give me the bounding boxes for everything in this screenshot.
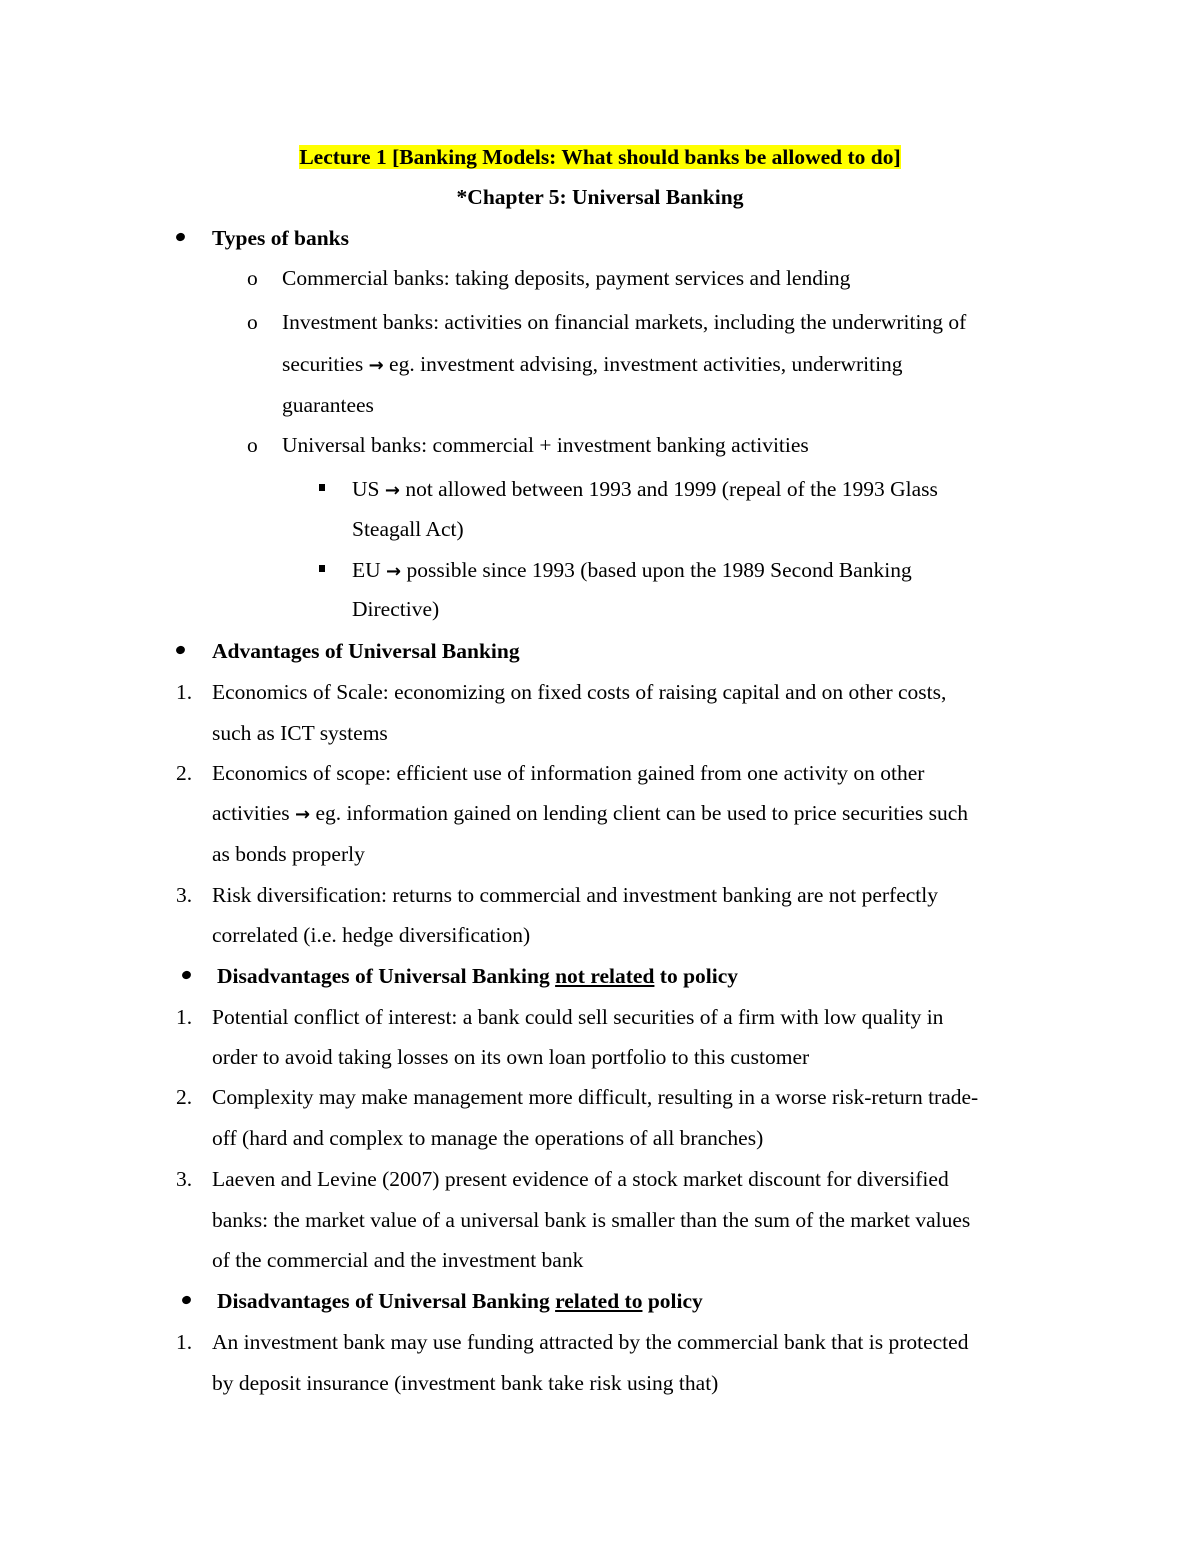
bullet-disc-icon (175, 645, 186, 656)
disadvantage-item-3: Laeven and Levine (2007) present evidence of a stock market discount for diversified (212, 1167, 949, 1191)
list-item-eu-cont: Directive) (352, 597, 440, 621)
section-heading-types: Types of banks (212, 226, 350, 250)
section-heading-disadvantages-related (217, 1287, 703, 1315)
list-number: 1. (176, 680, 193, 704)
heading-underlined: related to (555, 1289, 643, 1313)
list-item-eu (352, 556, 912, 586)
text-eu-detail: possible since 1993 (based upon the 1989 Second Banking (406, 558, 912, 582)
arrow-right-icon: → (386, 561, 402, 582)
disadvantage-item-3-cont: of the commercial and the investment bank (212, 1248, 584, 1272)
heading-text: policy (642, 1289, 703, 1313)
text-eu: EU (352, 558, 381, 582)
disadvantage-item-3-cont: banks: the market value of a universal bank is smaller than the sum of the market values (212, 1208, 971, 1232)
advantage-item-3: Risk diversification: returns to commercial and investment banking are not perfectly (212, 883, 939, 907)
policy-disadvantage-item-1: An investment bank may use funding attracted by the commercial bank that is protected (212, 1330, 969, 1354)
chapter-subtitle: *Chapter 5: Universal Banking (456, 185, 744, 209)
sub-bullet-marker: o (247, 266, 258, 290)
square-bullet-icon (319, 484, 325, 491)
advantage-item-3-cont: correlated (i.e. hedge diversification) (212, 923, 531, 947)
arrow-right-icon: → (384, 480, 400, 501)
title-highlight: Lecture 1 [Banking Models: What should banks be allowed to do] (299, 145, 901, 169)
text-scope-example: eg. information gained on lending client can be used to price securities such (315, 801, 969, 825)
heading-text: to policy (654, 964, 739, 988)
advantage-item-1: Economics of Scale: economizing on fixed costs of raising capital and on other costs, (212, 680, 947, 704)
list-number: 2. (176, 761, 193, 785)
list-number: 3. (176, 1167, 193, 1191)
list-item-us (352, 475, 938, 505)
policy-disadvantage-item-1-cont: by deposit insurance (investment bank take risk using that) (212, 1371, 719, 1395)
text-securities: securities (282, 352, 364, 376)
list-item-investment-cont (282, 350, 903, 380)
list-item-us-cont: Steagall Act) (352, 517, 464, 541)
bullet-disc-icon (181, 1295, 192, 1306)
heading-text: Disadvantages of Universal Banking (217, 964, 556, 988)
arrow-right-icon: → (295, 804, 311, 825)
list-number: 1. (176, 1330, 193, 1354)
disadvantage-item-1: Potential conflict of interest: a bank could sell securities of a firm with low quality in (212, 1005, 944, 1029)
text-us-detail: not allowed between 1993 and 1999 (repeal of the 1993 Glass (405, 477, 938, 501)
text-investment-examples: eg. investment advising, investment activities, underwriting (389, 352, 903, 376)
section-heading-advantages: Advantages of Universal Banking (212, 639, 520, 663)
list-item-universal: Universal banks: commercial + investment banking activities (282, 433, 809, 457)
bullet-disc-icon (181, 970, 192, 981)
list-number: 3. (176, 883, 193, 907)
sub-bullet-marker: o (247, 310, 258, 334)
list-number: 2. (176, 1085, 193, 1109)
disadvantage-item-2: Complexity may make management more difficult, resulting in a worse risk-return trade- (212, 1085, 979, 1109)
disadvantage-item-2-cont: off (hard and complex to manage the operations of all branches) (212, 1126, 764, 1150)
bullet-disc-icon (175, 232, 186, 243)
text-activities: activities (212, 801, 290, 825)
advantage-item-1-cont: such as ICT systems (212, 721, 388, 745)
sub-bullet-marker: o (247, 433, 258, 457)
text-us: US (352, 477, 380, 501)
section-heading-disadvantages-not-related (217, 962, 738, 990)
advantage-item-2-cont: as bonds properly (212, 842, 365, 866)
page-title (0, 143, 1200, 171)
heading-underlined: not related (555, 964, 655, 988)
advantage-item-2-cont (212, 799, 968, 829)
list-item-commercial: Commercial banks: taking deposits, payment services and lending (282, 266, 851, 290)
arrow-right-icon: → (368, 355, 384, 376)
disadvantage-item-1-cont: order to avoid taking losses on its own loan portfolio to this customer (212, 1045, 810, 1069)
square-bullet-icon (319, 565, 325, 572)
heading-text: Disadvantages of Universal Banking (217, 1289, 556, 1313)
list-item-investment: Investment banks: activities on financial markets, including the underwriting of (282, 310, 967, 334)
advantage-item-2: Economics of scope: efficient use of information gained from one activity on other (212, 761, 925, 785)
list-item-investment-cont: guarantees (282, 393, 374, 417)
list-number: 1. (176, 1005, 193, 1029)
